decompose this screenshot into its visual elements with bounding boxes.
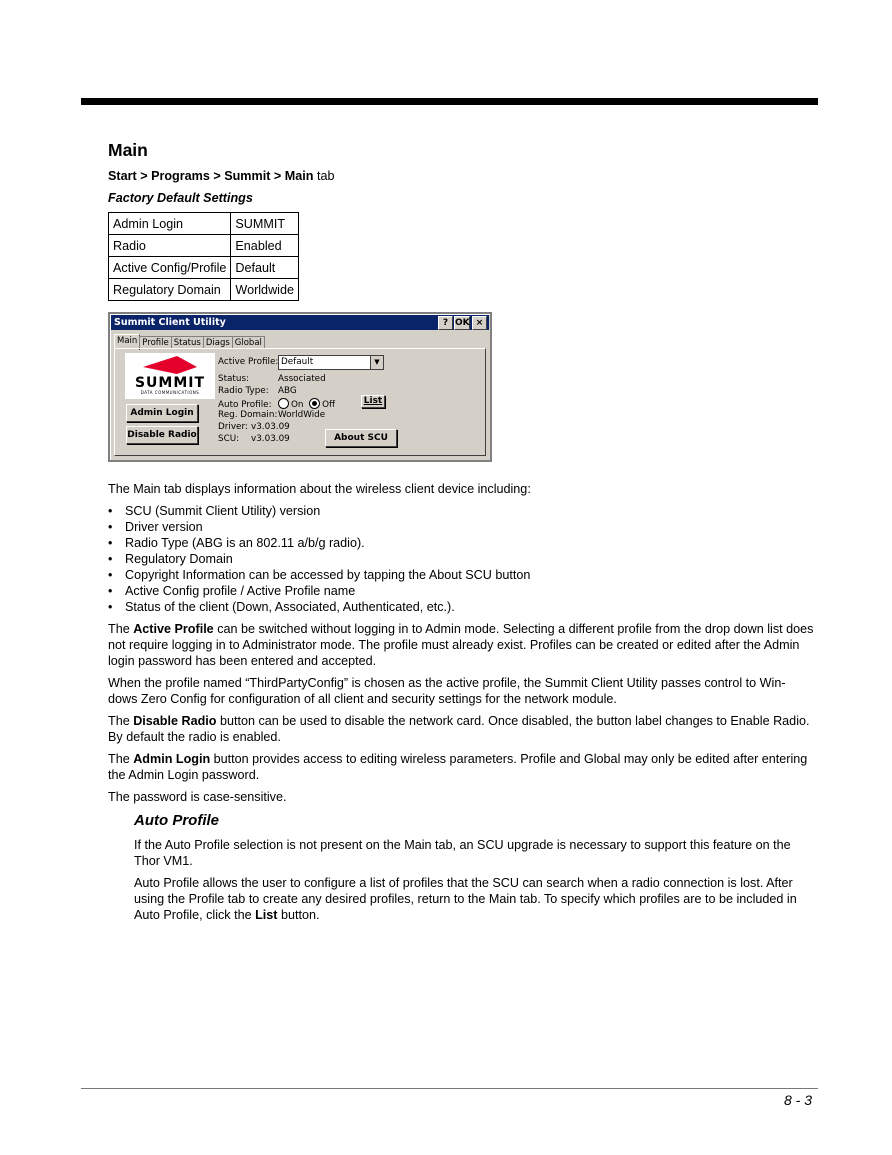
disable-radio-paragraph — [108, 713, 814, 745]
auto-profile-label: Auto Profile: — [218, 400, 272, 410]
setting-value: Enabled — [231, 235, 299, 257]
password-paragraph: The password is case-sensitive. — [108, 790, 287, 804]
factory-defaults-table — [108, 212, 299, 301]
status-row — [218, 374, 326, 385]
setting-value: Default — [231, 257, 299, 279]
auto-profile-paragraph-2 — [134, 875, 814, 923]
list-button[interactable]: List — [361, 395, 385, 408]
scu-title: Summit Client Utility — [114, 317, 226, 328]
reg-domain-row — [218, 410, 325, 421]
scu-window-screenshot — [108, 312, 492, 462]
text-run: The — [108, 752, 134, 766]
ok-button[interactable]: OK — [455, 318, 470, 328]
auto-profile-off-radio[interactable] — [309, 398, 320, 409]
table-row — [109, 279, 299, 301]
setting-name: Regulatory Domain — [109, 279, 231, 301]
path-summit: Summit — [224, 169, 271, 183]
logo-text: SUMMIT — [134, 375, 206, 391]
table-row — [109, 213, 299, 235]
disable-radio-button[interactable]: Disable Radio — [126, 426, 198, 444]
path-programs: Programs — [151, 169, 210, 183]
auto-profile-on-radio[interactable] — [278, 398, 289, 409]
driver-value: v3.03.09 — [251, 422, 290, 432]
tab-main[interactable]: Main — [114, 334, 140, 350]
scu-version-value: v3.03.09 — [251, 434, 290, 444]
about-scu-button[interactable]: About SCU — [325, 429, 397, 447]
list-item: • SCU (Summit Client Utility) version — [108, 503, 814, 519]
summit-logo — [125, 353, 215, 399]
radio-off-label: Off — [322, 400, 336, 410]
scu-version-row — [218, 434, 290, 445]
radio-type-label: Radio Type: — [218, 386, 269, 396]
tab-diags[interactable]: Diags — [203, 336, 233, 349]
setting-value: Worldwide — [231, 279, 299, 301]
admin-login-paragraph — [108, 751, 814, 783]
radio-type-row — [218, 386, 297, 397]
nav-path — [108, 168, 814, 184]
tab-global[interactable]: Global — [232, 336, 265, 349]
text-run: The — [108, 714, 134, 728]
auto-profile-paragraph-1: If the Auto Profile selection is not present on the Main tab, an SCU upgrade is necessary to support this feature on the Thor VM1. — [134, 838, 791, 868]
page-content — [108, 140, 814, 929]
list-item: • Driver version — [108, 519, 814, 535]
scu-version-label: SCU: — [218, 434, 240, 444]
text-run: button. — [277, 908, 320, 922]
logo-subtext: DATA COMMUNICATIONS — [140, 390, 200, 395]
list-item: • Status of the client (Down, Associated, Authenticated, etc.). — [108, 599, 814, 615]
chevron-down-icon[interactable]: ▼ — [370, 356, 383, 369]
path-sep: > — [209, 169, 225, 183]
driver-row — [218, 422, 290, 433]
driver-label: Driver: — [218, 422, 248, 432]
table-row — [109, 257, 299, 279]
active-profile-label: Active Profile: — [218, 357, 279, 367]
active-profile-row — [218, 357, 278, 368]
third-party-paragraph: When the profile named “ThirdPartyConfig” is chosen as the active profile, the Summit Client Utility passes control to Win-dows Zero Config for configuration of all client and security settings for the network module. — [108, 676, 786, 706]
setting-value: SUMMIT — [231, 213, 299, 235]
auto-profile-section — [134, 811, 814, 923]
setting-name: Active Config/Profile — [109, 257, 231, 279]
active-profile-value: Default — [281, 357, 314, 367]
text-run: The — [108, 622, 134, 636]
path-sep: > — [136, 169, 152, 183]
text-run: Auto Profile allows the user to configure a list of profiles that the SCU can search when a radio connection is lost. After using the Profile tab to create any desired profiles, return to the Main tab. To specify which profiles are to be included in Auto Profile, click the — [134, 876, 797, 922]
bold-term: Active Profile — [133, 622, 214, 636]
bottom-rule — [81, 1088, 818, 1089]
status-value: Associated — [278, 374, 326, 384]
reg-domain-label: Reg. Domain: — [218, 410, 278, 420]
path-main: Main — [284, 169, 314, 183]
radio-on-label: On — [291, 400, 304, 410]
feature-list — [108, 503, 814, 615]
factory-defaults-heading: Factory Default Settings — [108, 191, 253, 205]
tab-profile[interactable]: Profile — [139, 336, 171, 349]
path-start: Start — [108, 169, 137, 183]
bold-term: Admin Login — [133, 752, 211, 766]
scu-tabs — [114, 334, 264, 348]
reg-domain-value: WorldWide — [278, 410, 326, 420]
radio-type-value: ABG — [278, 386, 297, 396]
admin-login-button[interactable]: Admin Login — [126, 404, 198, 422]
main-tab-panel — [114, 348, 486, 456]
table-row — [109, 235, 299, 257]
setting-name: Admin Login — [109, 213, 231, 235]
status-label: Status: — [218, 374, 249, 384]
path-tail: tab — [313, 169, 335, 183]
path-sep: > — [270, 169, 285, 183]
tab-status[interactable]: Status — [171, 336, 204, 349]
close-button[interactable]: × — [472, 316, 487, 330]
text-run: button can be used to disable the network card. Once disabled, the button label changes to Enable Radio. By default the radio is enabled. — [108, 714, 810, 744]
help-button[interactable]: ? — [438, 316, 453, 330]
setting-name: Radio — [109, 235, 231, 257]
list-item: • Active Config profile / Active Profile name — [108, 583, 814, 599]
active-profile-paragraph — [108, 621, 814, 669]
list-item: • Copyright Information can be accessed by tapping the About SCU button — [108, 567, 814, 583]
active-profile-select[interactable] — [278, 355, 384, 370]
auto-profile-title: Auto Profile — [134, 812, 219, 829]
text-run: can be switched without logging in to Admin mode. Selecting a different profile from the drop down list does not require logging in to Administrator mode. The profile must already exist. Profiles can be created or edited after the Admin login password has been entered and accepted. — [108, 622, 814, 668]
top-rule — [81, 98, 818, 105]
section-title: Main — [108, 140, 148, 160]
intro-paragraph: The Main tab displays information about the wireless client device including: — [108, 482, 531, 496]
bold-term: List — [255, 908, 278, 922]
scu-titlebar — [111, 315, 489, 330]
list-item: • Radio Type (ABG is an 802.11 a/b/g radio). — [108, 535, 814, 551]
list-item: • Regulatory Domain — [108, 551, 814, 567]
summit-logo-mark — [143, 356, 197, 376]
text-run: button provides access to editing wireless parameters. Profile and Global may only be edited after entering the Admin Login password. — [108, 752, 808, 782]
page-number: 8 - 3 — [783, 1092, 812, 1108]
bold-term: Disable Radio — [133, 714, 217, 728]
